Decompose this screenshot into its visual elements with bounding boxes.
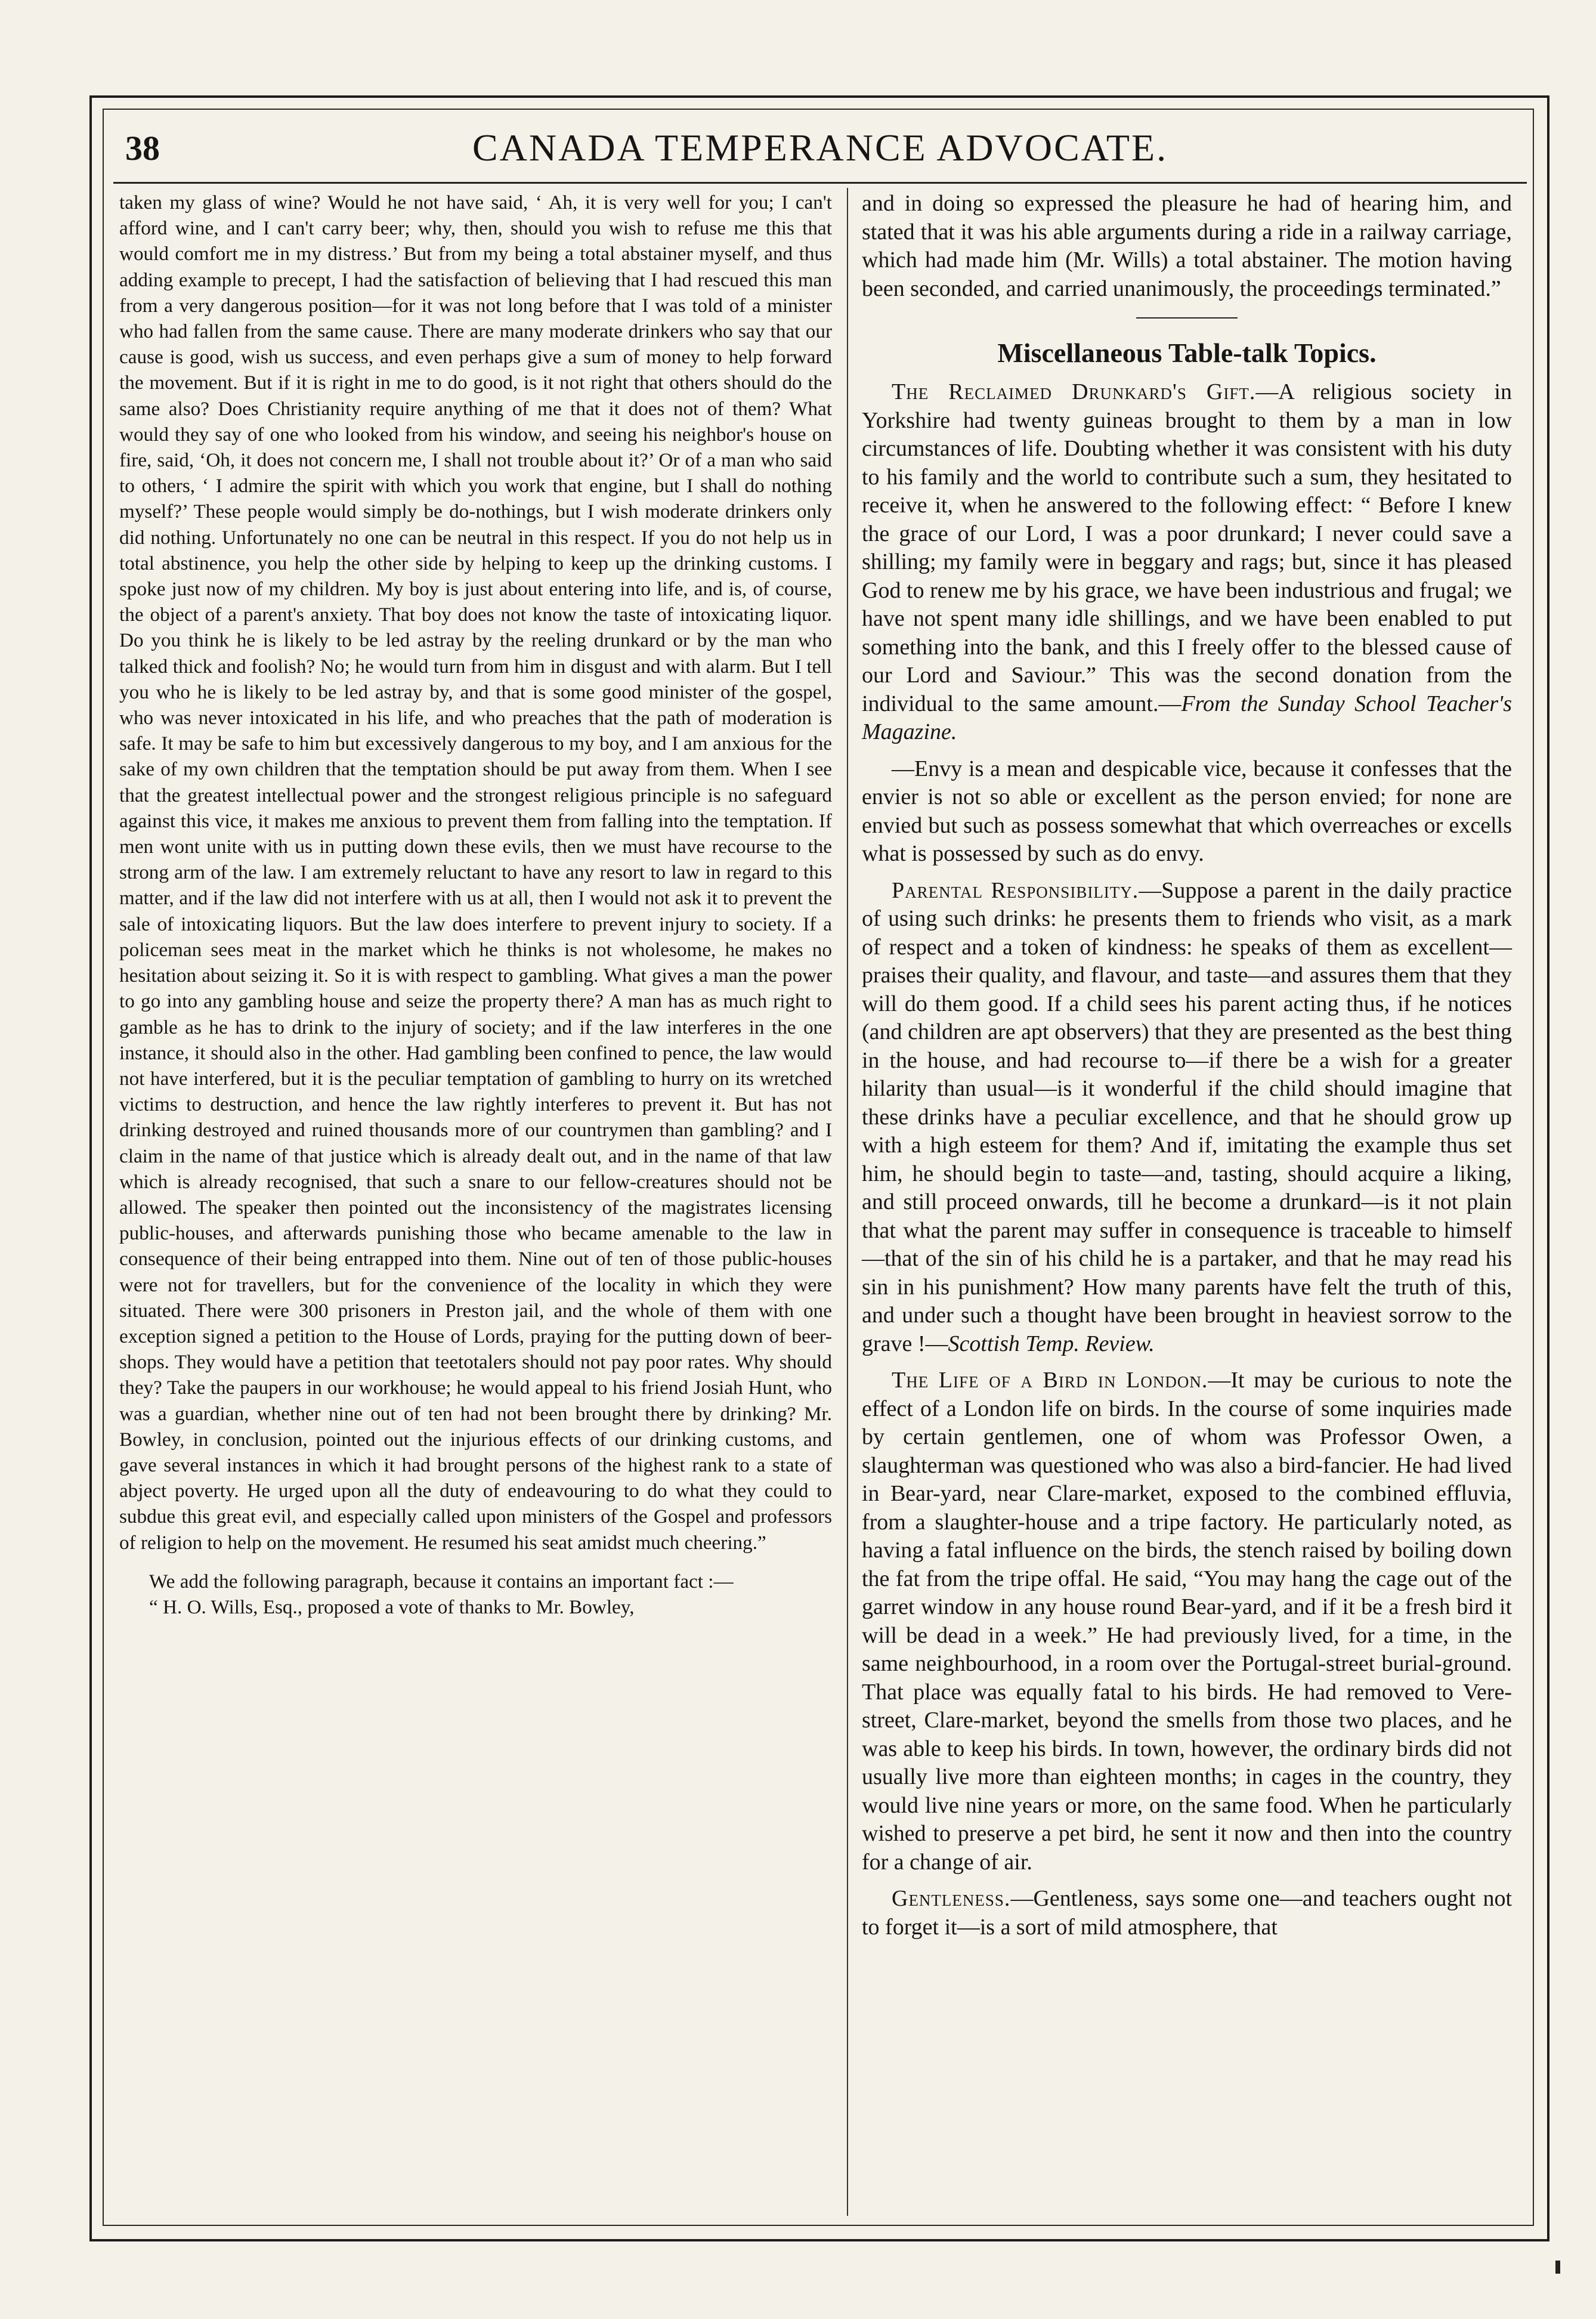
article-source: Scottish Temp. Review.: [948, 1331, 1155, 1356]
article-heading: The Reclaimed Drunkard's Gift.: [892, 379, 1256, 404]
article-body: —Envy is a mean and despicable vice, because it confesses that the envier is not so able or excellent as the person envied; for none are envied but such as possess somewhat that which overreaches or excells what is possessed by such as do envy.: [862, 756, 1512, 866]
section-rule: [1136, 317, 1238, 319]
quote-start-paragraph: “ H. O. Wills, Esq., proposed a vote of thanks to Mr. Bowley,: [149, 1596, 635, 1618]
speech-paragraph: taken my glass of wine? Would he not have said, ‘ Ah, it is very well for you; I can't afford wine, and I can't carry beer; why, then, should you wish to refuse me this that would comfort me in my distress.’ But from my being a total abstainer myself, and thus adding example to precept, I had the satisfaction of believing that I had rescued this man from a very dangerous position—for it was not long before that I was told of a minister who had fallen from the same cause. There are many moderate drinkers who say that our cause is good, wish us success, and even perhaps give a sum of money to help forward the movement. But if it is right in me to do good, is it not right that others should do the same also? Does Christianity require anything of me that it does not of them? What would they say of one who looked from his window, and seeing his neighbor's house on fire, said, ‘Oh, it does not concern me, I shall not trouble about it?’ Or of a man who said to others, ‘ I admire the spirit with which you work that engine, but I shall do nothing myself?’ These people would simply be do-nothings, but I wish moderate drinkers only did nothing. Unfortunately no one can be neutral in this respect. If you do not help us in total abstinence, you help the other side by helping to keep up the drinking customs. I spoke just now of my children. My boy is just about entering into life, and is, of course, the object of a parent's anxiety. That boy does not know the taste of intoxicating liquor. Do you think he is likely to be led astray by the reeling drunkard or by the man who talked thick and foolish? No; he would turn from him in disgust and with alarm. But I tell you who he is likely to be led astray by, and that is some good minister of the gospel, who was never intoxicated in his life, and who preaches that the path of moderation is safe. It may be safe to him but excessively dangerous to my boy, and I am anxious for the sake of my own children that the temptation should be put away from them. When I see that the greatest intellectual power and the strongest religious principle is no safeguard against this vice, it makes me anxious to prevent them from falling into the temptation. If men wont unite with us in putting down these evils, then we must have recourse to the strong arm of the law. I am extremely reluctant to have any resort to law in regard to this matter, and if the law did not interfere with us at all, then I would not ask it to prevent the sale of intoxicating liquors. But the law does interfere to prevent injury to society. If a policeman sees meat in the market which he thinks is not wholesome, he makes no hesitation about seizing it. So it is with respect to gambling. What gives a man the power to go into any gambling house and seize the property there? A man has as much right to gamble as he has to drink to the injury of society; and if the law interferes in the one instance, it should also in the other. Had gambling been confined to pence, the law would not have interfered, but it is the peculiar temptation of gambling to hurry on its wretched victims to destruction, and hence the law rightly interferes to prevent it. But has not drinking destroyed and ruined thousands more of our countrymen than gambling? and I claim in the name of that justice which is already dealt out, and in the name of that law which is already recognised, that such a snare to our fellow-creatures should not be allowed. The speaker then pointed out the inconsistency of the magistrates licensing public-houses, and afterwards punishing those who became amenable to the law in consequence of their being entrapped into them. Nine out of ten of those public-houses were not for travellers, but for the convenience of the locality in which they were situated. There were 300 prisoners in Preston jail, and the whole of them with one exception signed a petition to the House of Lords, praying for the putting down of beer-shops. They would have a petition that teetotalers should not pay poor rates. Why should they? Take the paupers in our workhouse; he would appeal to his friend Josiah Hunt, who was a guardian, whether nine out of ten had not been brought there by drinking? Mr. Bowley, in conclusion, pointed out the injurious effects of our drinking customs, and gave several instances in which it had brought persons of the highest rank to a state of abject poverty. He urged upon all the duty of endeavouring to do what they could to subdue this great evil, and especially called upon ministers of the Gospel and professors of religion to help on the movement. He resumed his seat amidst much cheering.”: [119, 191, 832, 1554]
article-life-of-bird: [862, 1366, 1512, 1876]
article-heading: Parental Responsibility.: [892, 877, 1139, 903]
left-column: [119, 190, 832, 1620]
article-body: —Suppose a parent in the daily practice of using such drinks: he presents them to friends who visit, as a mark of respect and a token of kindness: he speaks of them as excellent—praises their quality, and flavour, and taste—and assures them that they will do them good. If a child sees his parent acting thus, if he notices (and children are apt observers) that they are presented as the best thing in the house, and had recourse to—if there be a wish for a greater hilarity than usual—is it wonderful if the child should imagine that these drinks have a peculiar excellence, and that he should grow up with a high esteem for them? And if, imitating the example thus set him, he should begin to taste—and, tasting, should acquire a liking, and still proceed onwards, till he become a drunkard—is it not plain that what the parent may suffer in consequence is traceable to himself—that of the sin of his child he is a partaker, and that he may read his sin in his punishment? How many parents have felt the truth of this, and under such a thought have been brought in heaviest sorrow to the grave !—: [862, 877, 1512, 1356]
article-gentleness: [862, 1885, 1512, 1941]
article-envy: [862, 755, 1512, 868]
article-body: —A religious society in Yorkshire had twenty guineas brought to them by a man in low circumstances of life. Doubting whether it was consistent with his duty to his family and the world to contribute such a sum, they hesitated to receive it, when he answered to the following effect: “ Before I knew the grace of our Lord, I was a poor drunkard; I never could save a shilling; my family were in beggary and rags; but, since it has pleased God to renew me by his grace, we have been industrious and frugal; we have not spent many idle shillings, and we have been enabled to put something into the bank, and this I freely offer to the blessed cause of our Lord and Saviour.” This was the second donation from the individual to the same amount.—: [862, 379, 1512, 716]
column-divider: [847, 188, 848, 2216]
article-body: —Gentleness, says some one—and teachers ought not to forget it—is a sort of mild atmosphere, that: [862, 1886, 1512, 1940]
article-parental-responsibility: [862, 877, 1512, 1359]
right-column: [862, 190, 1512, 1941]
intro-paragraph: We add the following paragraph, because it contains an important fact :—: [149, 1570, 734, 1593]
header-rule: [113, 182, 1527, 184]
page-number: 38: [125, 129, 160, 168]
section-title: Miscellaneous Table-talk Topics.: [997, 338, 1377, 368]
article-heading: Gentleness.: [892, 1886, 1011, 1911]
page-corner-mark: [1555, 2261, 1560, 2274]
article-reclaimed-drunkard: [862, 378, 1512, 747]
article-body: —It may be curious to note the effect of a London life on birds. In the course of some inquiries made by certain gentlemen, one of whom was Professor Owen, a slaughterman was questioned who was also a bird-fancier. He had lived in Bear-yard, near Clare-market, exposed to the combined effluvia, from a slaughter-house and a tripe factory. He particularly noted, as having a fatal influence on the birds, the stench raised by boiling down the fat from the tripe offal. He said, “You may hang the cage out of the garret window in any house round Bear-yard, and if it be a fresh bird it will be dead in a week.” He had previously lived, for a time, in the same neighbourhood, in a room over the Portugal-street burial-ground. That place was equally fatal to his birds. He had removed to Vere-street, Clare-market, beyond the smells from those two places, and he was able to keep his birds. In town, however, the ordinary birds did not usually live more than eighteen months; in cages in the country, they would live nine years or more, on the same food. When he particularly wished to preserve a pet bird, he sent it now and then into the country for a change of air.: [862, 1368, 1512, 1875]
article-heading: The Life of a Bird in London.: [892, 1368, 1208, 1393]
page-header: [125, 122, 1515, 182]
quote-end-paragraph: and in doing so expressed the pleasure he had of hearing him, and stated that it was his able arguments during a ride in a railway carriage, which had made him (Mr. Wills) a total abstainer. The motion having been seconded, and carried unanimously, the proceedings terminated.”: [862, 191, 1512, 301]
masthead-title: CANADA TEMPERANCE ADVOCATE.: [472, 126, 1168, 169]
article-source: From the Sunday School Teacher's Magazine.: [862, 691, 1512, 744]
